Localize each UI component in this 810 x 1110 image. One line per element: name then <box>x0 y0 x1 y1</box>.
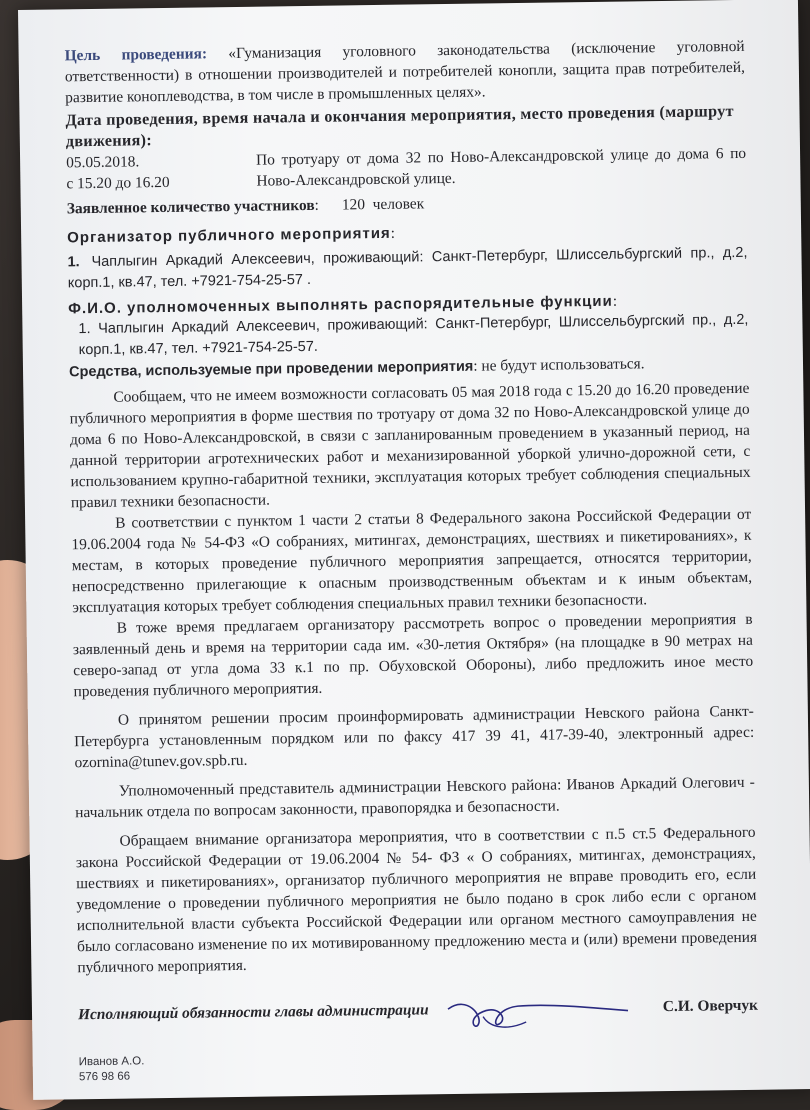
means-text: : не будут использоваться. <box>473 355 645 375</box>
means-label: Средства, используемые при проведении мероприятия <box>68 358 474 381</box>
organizer-number: 1. <box>67 254 80 271</box>
authorized-item: 1. Чаплыгин Аркадий Алексеевич, проживающий: Санкт-Петербург, Шлиссельбургский пр., д.2, корп.1, кв.47, тел. +7921-754-25-57. <box>78 311 749 359</box>
body-paragraph-6: Обращаем внимание организатора мероприятия, что в соответствии с п.5 ст.5 Федерального закона Российской Федерации от 19.06.2004 № 54- ФЗ « О собраниях, митингах, демонстрациях, шествиях и пикетированиях», организатор публичного мероприятия не вправе проводить его, если уведомление о проведении публичного мероприятия не было подано в срок либо если с органом исполнительной власти субъекта Российской Федерации или органом местного самоуправления не было согласовано изменение по их мотивированному предложению места и (или) времени проведения публичного мероприятия. <box>75 823 758 977</box>
event-date-time <box>66 150 257 195</box>
organizer-text: Чаплыгин Аркадий Алексеевич, проживающий: Санкт-Петербург, Шлиссельбургский пр., д.2, корп.1, кв.47, тел. +7921-754-25-57 . <box>67 244 748 292</box>
signatory-position: Исполняющий обязанности главы администрации <box>77 1001 429 1024</box>
participants-value: : 120 человек <box>314 195 425 214</box>
participants-label: Заявленное количество участников <box>66 196 315 218</box>
event-date: 05.05.2018. <box>66 153 140 172</box>
executor-name: Иванов А.О. <box>78 1055 145 1069</box>
event-heading: Дата проведения, время начала и окончания мероприятия, место проведения (маршрут движения): <box>65 102 734 151</box>
purpose-text: «Гуманизация уголовного законодательства (исключение уголовной ответственности) в отношении производителей и потребителей конопли, защита прав потребителей, развитие коноплеводства, в том числе в промышленных целях». <box>64 37 745 107</box>
signatory-name: С.И. Оверчук <box>662 996 759 1016</box>
organizer-heading: Организатор публичного мероприятия <box>67 224 391 247</box>
event-route: По тротуару от дома 32 по Ново-Александровской улице до дома 6 по Ново-Александровской улице. <box>256 144 747 190</box>
signature-block <box>78 995 758 1025</box>
executor-phone: 576 98 66 <box>78 1070 131 1084</box>
body-paragraph-4: О принятом решении просим проинформировать администрации Невского района Санкт-Петербурга установленным порядком или по факсу 417 39 41, 417-39-40, электронный адрес: ozornina@tunev.gov.spb.ru. <box>74 702 755 772</box>
purpose-paragraph <box>64 36 745 108</box>
event-time: с 15.20 до 16.20 <box>66 173 170 193</box>
document-sheet <box>18 0 810 1100</box>
authorized-colon: : <box>612 292 618 310</box>
handwritten-signature <box>438 984 639 1037</box>
body-paragraph-5: Уполномоченный представитель администрации Невского района: Иванов Аркадий Олегович - начальник отдела по вопросам законности, правопорядка и безопасности. <box>75 773 755 822</box>
body-paragraph-2: В соответствии с пунктом 1 части 2 статьи 8 Федерального закона Российской Федерации от 19.06.2004 года № 54-ФЗ «О собраниях, митингах, демонстрациях, шествиях и пикетированиях», к местам, в которых проведение публичного мероприятия запрещается, относятся территории, непосредственно прилегающие к опасным производственным объектам и к иным объектам, эксплуатация которых требует соблюдения специальных правил техники безопасности. <box>71 505 753 617</box>
executor-block <box>79 1046 759 1085</box>
purpose-label: Цель проведения: <box>64 45 208 65</box>
body-paragraph-3: В тоже время предлагаем организатору рассмотреть вопрос о проведении мероприятия в заявленный день и время на территории сада им. «30-летия Октября» (на площадке в 90 метрах на северо-запад от угла дома 33 к.1 по пр. Обуховской Обороны), либо предложить иное место проведения публичного мероприятия. <box>72 610 754 701</box>
body-paragraph-1: Сообщаем, что не имеем возможности согласовать 05 мая 2018 года с 15.20 до 16.20 проведение публичного мероприятия в форме шествия по тротуару от дома 32 по Ново-Александровской улице до дома 6 по Ново-Александровской, в связи с запланированным проведением в указанный период, на данной территории агротехнических работ и механизированной уборкой улично-дорожной сети, с использованием крупно-габаритной техники, эксплуатация которых требует соблюдения специальных правил техники безопасности. <box>69 379 751 512</box>
document-body <box>64 36 758 1085</box>
authorized-heading: Ф.И.О. уполномоченных выполнять распорядительные функции <box>68 292 613 318</box>
organizer-colon: : <box>390 224 396 242</box>
